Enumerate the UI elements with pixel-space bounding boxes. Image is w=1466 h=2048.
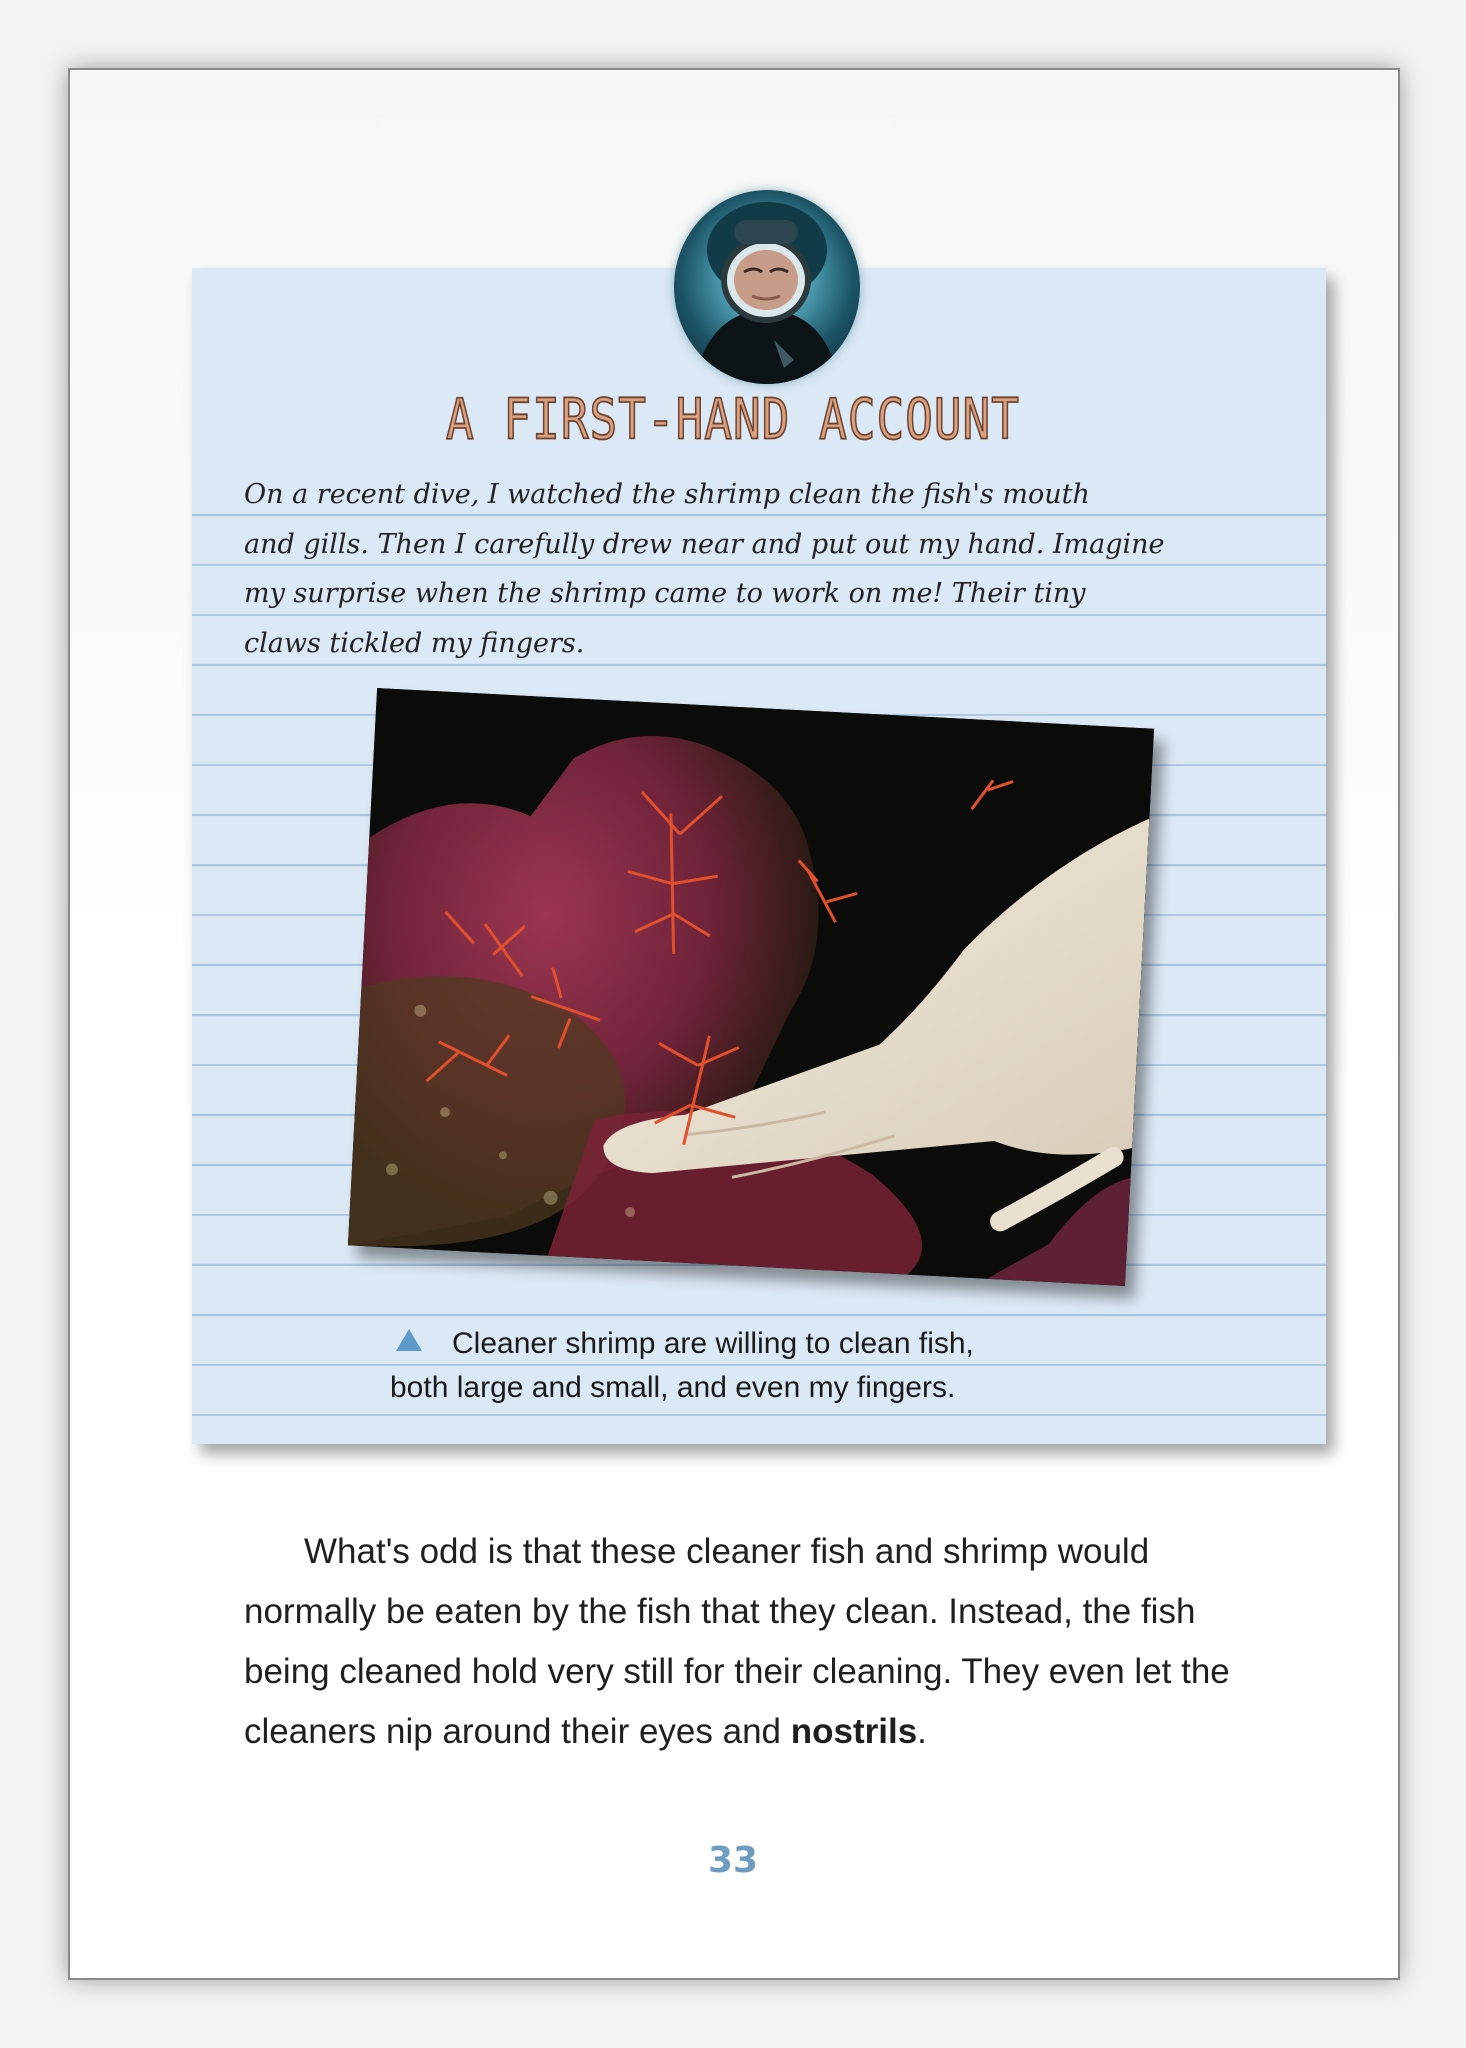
photo-caption xyxy=(390,1322,1090,1410)
cleaner-shrimp-photo xyxy=(348,688,1154,1286)
sidebar-heading: A FIRST-HAND ACCOUNT xyxy=(446,386,1020,452)
caption-text-line2: both large and small, and even my fingers. xyxy=(390,1371,956,1404)
page-number: 33 xyxy=(707,1840,759,1881)
handwritten-line: and gills. Then I carefully drew near and put out my hand. Imagine xyxy=(244,528,1165,560)
caption-first-line xyxy=(390,1322,1090,1366)
handwritten-line: On a recent dive, I watched the shrimp clean the fish's mouth xyxy=(244,479,1090,510)
cleaner-shrimp-photo-image xyxy=(348,688,1154,1286)
handwritten-line: my surprise when the shrimp came to work on me! Their tiny xyxy=(244,578,1086,609)
diver-portrait xyxy=(674,190,860,384)
body-text-end: . xyxy=(917,1712,927,1751)
body-text-main: What's odd is that these cleaner fish and shrimp would normally be eaten by the fish that they clean. Instead, the fish being cleaned hold very still for their cleaning. They even let the cleaners nip around their eyes and xyxy=(244,1532,1230,1751)
diver-portrait-image xyxy=(674,190,860,384)
handwritten-account xyxy=(244,470,1294,668)
handwritten-line: claws tickled my fingers. xyxy=(244,627,585,659)
triangle-up-icon xyxy=(396,1329,422,1351)
body-paragraph xyxy=(244,1522,1264,1762)
glossary-term: nostrils xyxy=(790,1712,918,1751)
caption-text-line1: Cleaner shrimp are willing to clean fish, xyxy=(452,1327,974,1360)
